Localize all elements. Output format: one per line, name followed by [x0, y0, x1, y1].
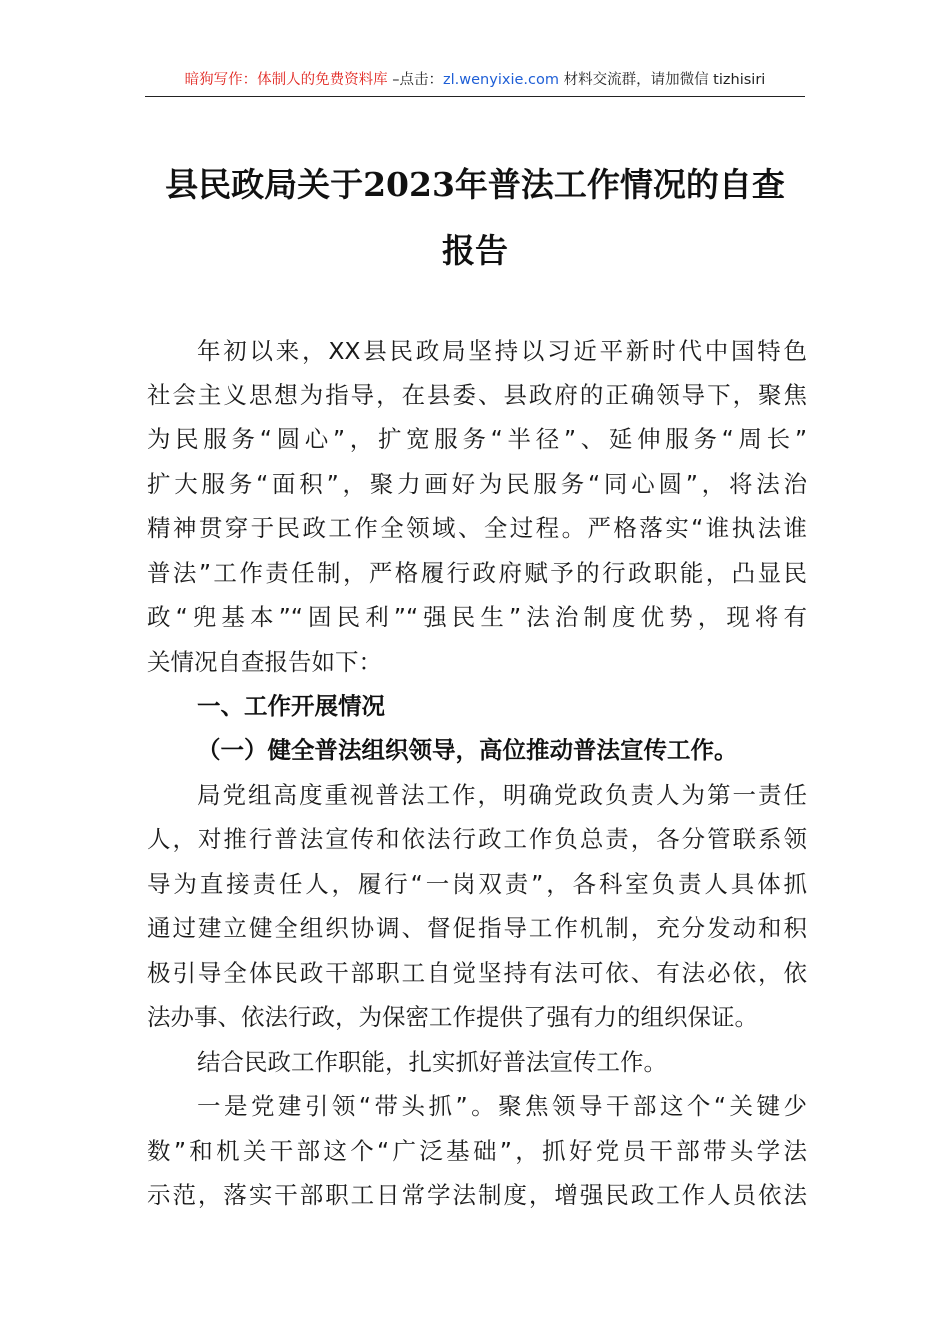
body-line: 通过建立健全组织协调、督促指导工作机制，充分发动和积 — [147, 914, 807, 942]
document-header — [145, 66, 805, 97]
header-link[interactable]: zl.wenyixie.com — [443, 72, 559, 88]
header-click-prompt: –点击： — [387, 72, 444, 88]
section-heading: 一、工作开展情况 — [197, 692, 385, 720]
document-title-line-1: 县民政局关于2023年普法工作情况的自查 — [165, 165, 785, 204]
header-site-name: 暗狗写作：体制人的免费资料库 — [184, 72, 388, 88]
intro-line: 年初以来，XX县民政局坚持以习近平新时代中国特色 — [197, 337, 807, 365]
intro-line: 为民服务“圆心”，扩宽服务“半径”、延伸服务“周长” — [147, 425, 807, 453]
body-line: 人，对推行普法宣传和依法行政工作负总责，各分管联系领 — [147, 825, 807, 853]
body-line: 示范，落实干部职工日常学法制度，增强民政工作人员依法 — [147, 1181, 807, 1209]
body-line: 一是党建引领“带头抓”。聚焦领导干部这个“关键少 — [197, 1092, 807, 1120]
body-line: 数”和机关干部这个“广泛基础”，抓好党员干部带头学法 — [147, 1137, 807, 1165]
subsection-heading: （一）健全普法组织领导，高位推动普法宣传工作。 — [197, 736, 738, 764]
intro-line: 扩大服务“面积”，聚力画好为民服务“同心圆”，将法治 — [147, 470, 807, 498]
intro-line: 社会主义思想为指导，在县委、县政府的正确领导下，聚焦 — [147, 381, 807, 409]
intro-line: 精神贯穿于民政工作全领域、全过程。严格落实“谁执法谁 — [147, 514, 807, 542]
body-line: 局党组高度重视普法工作，明确党政负责人为第一责任 — [197, 781, 807, 809]
document-title-line-2: 报告 — [442, 231, 508, 270]
intro-line: 关情况自查报告如下： — [147, 648, 382, 676]
body-line: 结合民政工作职能，扎实抓好普法宣传工作。 — [197, 1048, 667, 1076]
intro-line: 政“兜基本”“固民利”“强民生”法治制度优势，现将有 — [147, 603, 807, 631]
intro-line: 普法”工作责任制，严格履行政府赋予的行政职能，凸显民 — [147, 559, 807, 587]
body-line: 导为直接责任人，履行“一岗双责”，各科室负责人具体抓 — [147, 870, 807, 898]
body-line: 极引导全体民政干部职工自觉坚持有法可依、有法必依，依 — [147, 959, 807, 987]
body-line: 法办事、依法行政，为保密工作提供了强有力的组织保证。 — [147, 1003, 758, 1031]
header-wechat-note: 材料交流群，请加微信 tizhisiri — [558, 72, 766, 88]
